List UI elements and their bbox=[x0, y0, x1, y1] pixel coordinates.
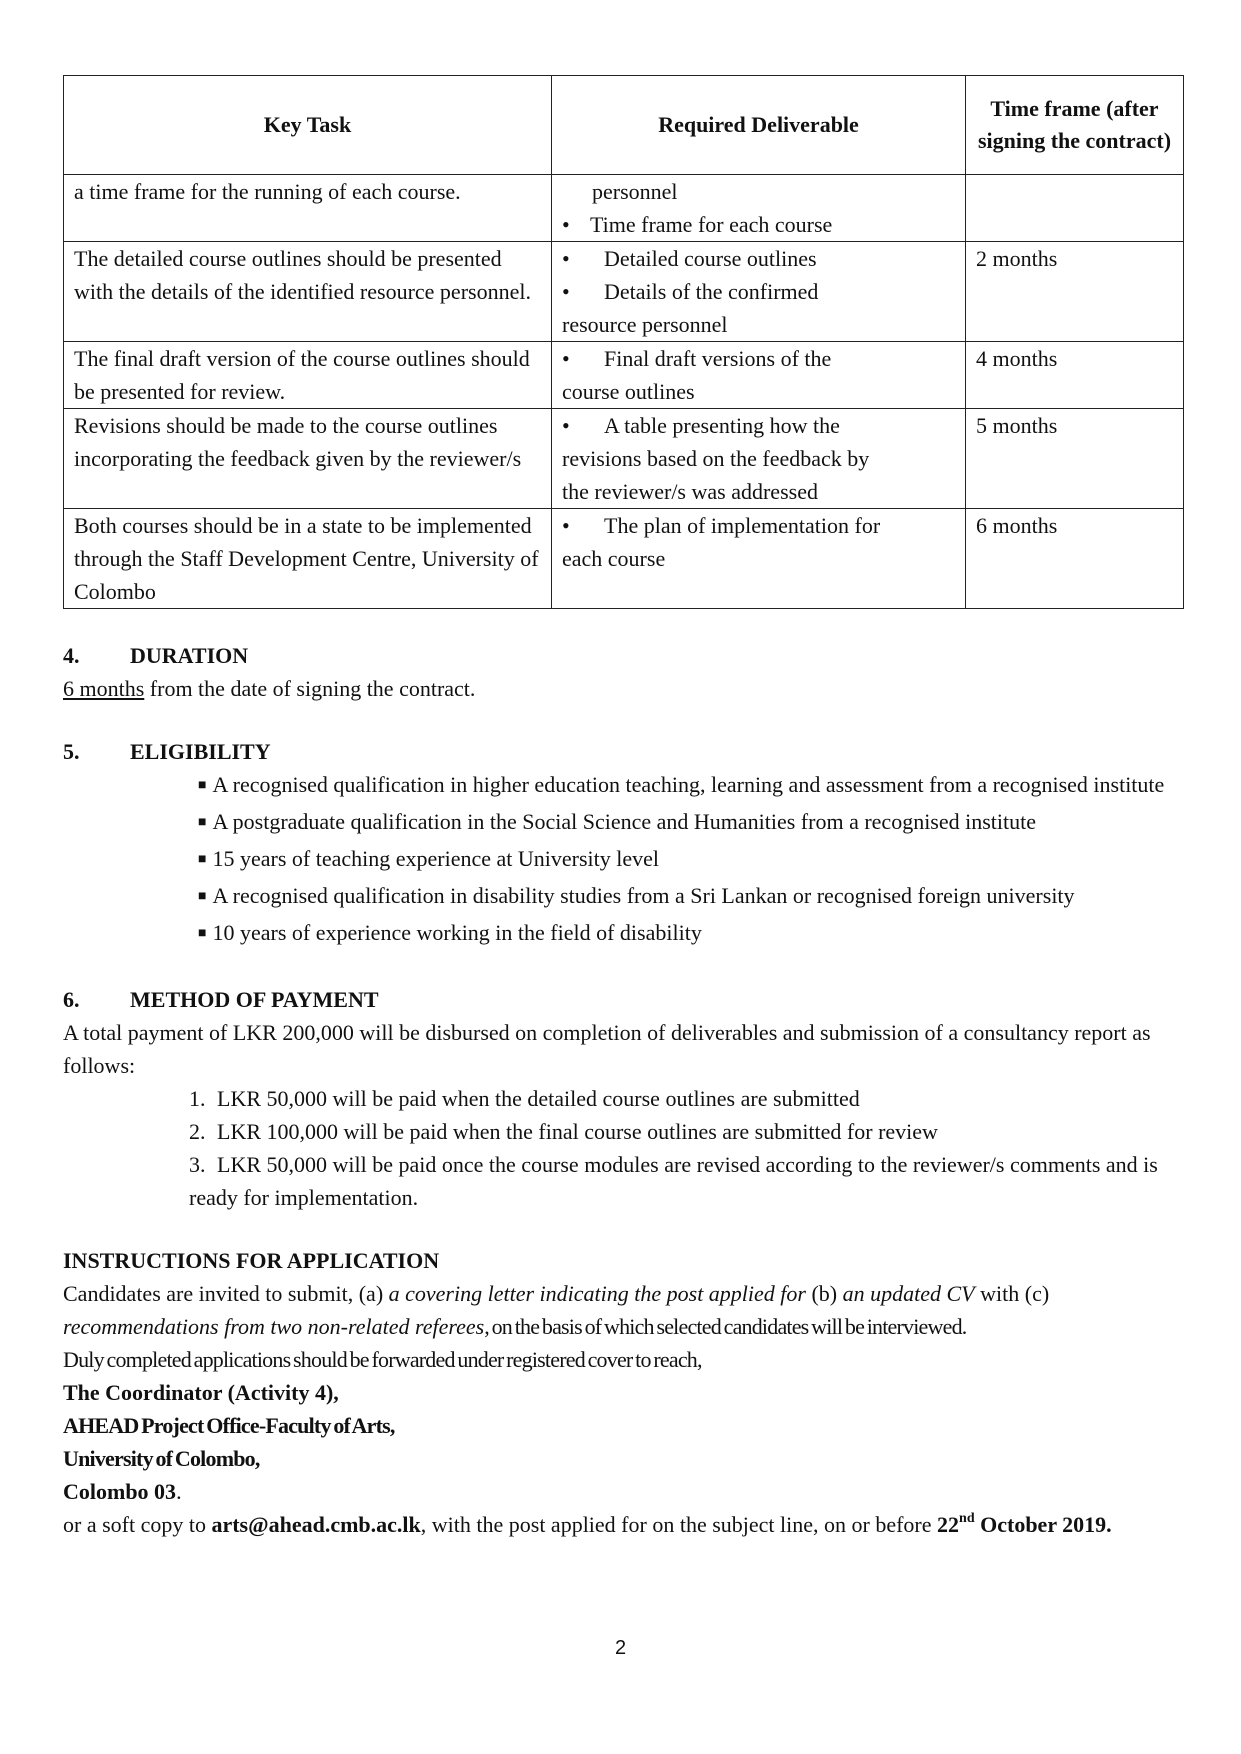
deliverable-cell bbox=[552, 409, 966, 509]
square-bullet-icon: ■ bbox=[198, 889, 207, 904]
list-item: ■ 10 years of experience working in the field of disability bbox=[198, 920, 702, 945]
deliverable-cell bbox=[552, 242, 966, 342]
duration-heading: 4. DURATION bbox=[63, 643, 249, 668]
time-cell bbox=[966, 175, 1184, 242]
deliverable-line: personnel bbox=[592, 179, 678, 204]
square-bullet-icon: ■ bbox=[198, 926, 207, 941]
task-cell: The final draft version of the course outlines should be presented for review. bbox=[64, 342, 552, 409]
list-item: ■ A postgraduate qualification in the Social Science and Humanities from a recognised institute bbox=[198, 809, 1037, 834]
instructions-paragraph: Candidates are invited to submit, (a) a covering letter indicating the post applied for (b) an updated CV with (c) recommendations from two non-related referees, on the basis of which selected candidates will be interviewed. bbox=[63, 1281, 1050, 1339]
page-number: 2 bbox=[614, 1637, 627, 1659]
deliverable-cell bbox=[552, 175, 966, 242]
list-item: 3. LKR 50,000 will be paid once the course modules are revised according to the reviewer/s comments and is ready for implementation. bbox=[189, 1152, 1158, 1210]
task-cell: Both courses should be in a state to be implemented through the Staff Development Centre, University of Colombo bbox=[64, 509, 552, 609]
list-item: 2. LKR 100,000 will be paid when the final course outlines are submitted for review bbox=[189, 1119, 938, 1144]
header-time-frame: Time frame (after signing the contract) bbox=[966, 76, 1184, 175]
eligibility-list bbox=[63, 768, 1183, 953]
table-row bbox=[64, 175, 1184, 242]
deliverable-bullet-item: • Detailed course outlines bbox=[562, 246, 817, 271]
task-cell: Revisions should be made to the course outlines incorporating the feedback given by the reviewer/s bbox=[64, 409, 552, 509]
deliverable-bullet-item: • Final draft versions of the bbox=[562, 346, 832, 371]
instructions-forward-text: Duly completed applications should be forwarded under registered cover to reach, bbox=[63, 1347, 702, 1372]
square-bullet-icon: ■ bbox=[198, 815, 207, 830]
task-cell: The detailed course outlines should be presented with the details of the identified resource personnel. bbox=[64, 242, 552, 342]
table-row bbox=[64, 342, 1184, 409]
list-item: ■ A recognised qualification in disability studies from a Sri Lankan or recognised foreign university bbox=[198, 883, 1075, 908]
table-row bbox=[64, 242, 1184, 342]
time-cell: 4 months bbox=[966, 342, 1184, 409]
list-item: 1. LKR 50,000 will be paid when the detailed course outlines are submitted bbox=[189, 1086, 860, 1111]
payment-intro: A total payment of LKR 200,000 will be disbursed on completion of deliverables and submission of a consultancy report as follows: bbox=[63, 1020, 1151, 1078]
deliverable-bullet-item: • A table presenting how the bbox=[562, 413, 840, 438]
address-line-last: Colombo 03. bbox=[63, 1479, 182, 1504]
header-required-deliverable: Required Deliverable bbox=[552, 76, 966, 175]
deliverable-line: each course bbox=[562, 546, 666, 571]
address-line: The Coordinator (Activity 4), bbox=[63, 1380, 339, 1405]
square-bullet-icon: ■ bbox=[198, 778, 207, 793]
time-cell: 2 months bbox=[966, 242, 1184, 342]
header-key-task: Key Task bbox=[64, 76, 552, 175]
soft-copy-text: or a soft copy to arts@ahead.cmb.ac.lk, with the post applied for on the subject line, on or before 22nd October 2019. bbox=[63, 1510, 1112, 1537]
task-cell: a time frame for the running of each course. bbox=[64, 175, 552, 242]
deliverable-cell bbox=[552, 509, 966, 609]
time-cell: 6 months bbox=[966, 509, 1184, 609]
deliverable-bullet-item: • The plan of implementation for bbox=[562, 513, 881, 538]
tasks-table bbox=[63, 75, 1184, 609]
eligibility-heading: 5. ELIGIBILITY bbox=[63, 739, 271, 764]
time-cell: 5 months bbox=[966, 409, 1184, 509]
deliverable-cell bbox=[552, 342, 966, 409]
duration-text: 6 months from the date of signing the contract. bbox=[63, 676, 476, 701]
address-line: University of Colombo, bbox=[63, 1446, 260, 1471]
table-header-row bbox=[64, 76, 1184, 175]
table-row bbox=[64, 509, 1184, 609]
address-line: AHEAD Project Office-Faculty of Arts, bbox=[63, 1413, 395, 1438]
deliverable-line: revisions based on the feedback by bbox=[562, 446, 870, 471]
deliverable-bullet-item: • Time frame for each course bbox=[562, 212, 833, 237]
deliverable-line: resource personnel bbox=[562, 312, 728, 337]
deliverable-bullet-item: • Details of the confirmed bbox=[562, 279, 819, 304]
list-item: ■ 15 years of teaching experience at University level bbox=[198, 846, 659, 871]
payment-heading: 6. METHOD OF PAYMENT bbox=[63, 987, 379, 1012]
square-bullet-icon: ■ bbox=[198, 852, 207, 867]
payment-list bbox=[63, 1082, 1183, 1214]
email-address: arts@ahead.cmb.ac.lk bbox=[211, 1512, 421, 1537]
deliverable-line: course outlines bbox=[562, 379, 695, 404]
list-item: ■ A recognised qualification in higher education teaching, learning and assessment from a recognised institute bbox=[198, 772, 1165, 797]
deliverable-line: the reviewer/s was addressed bbox=[562, 479, 818, 504]
duration-underlined: 6 months bbox=[63, 676, 145, 701]
table-row bbox=[64, 409, 1184, 509]
instructions-heading: INSTRUCTIONS FOR APPLICATION bbox=[63, 1248, 440, 1273]
page-content bbox=[63, 75, 1183, 1541]
